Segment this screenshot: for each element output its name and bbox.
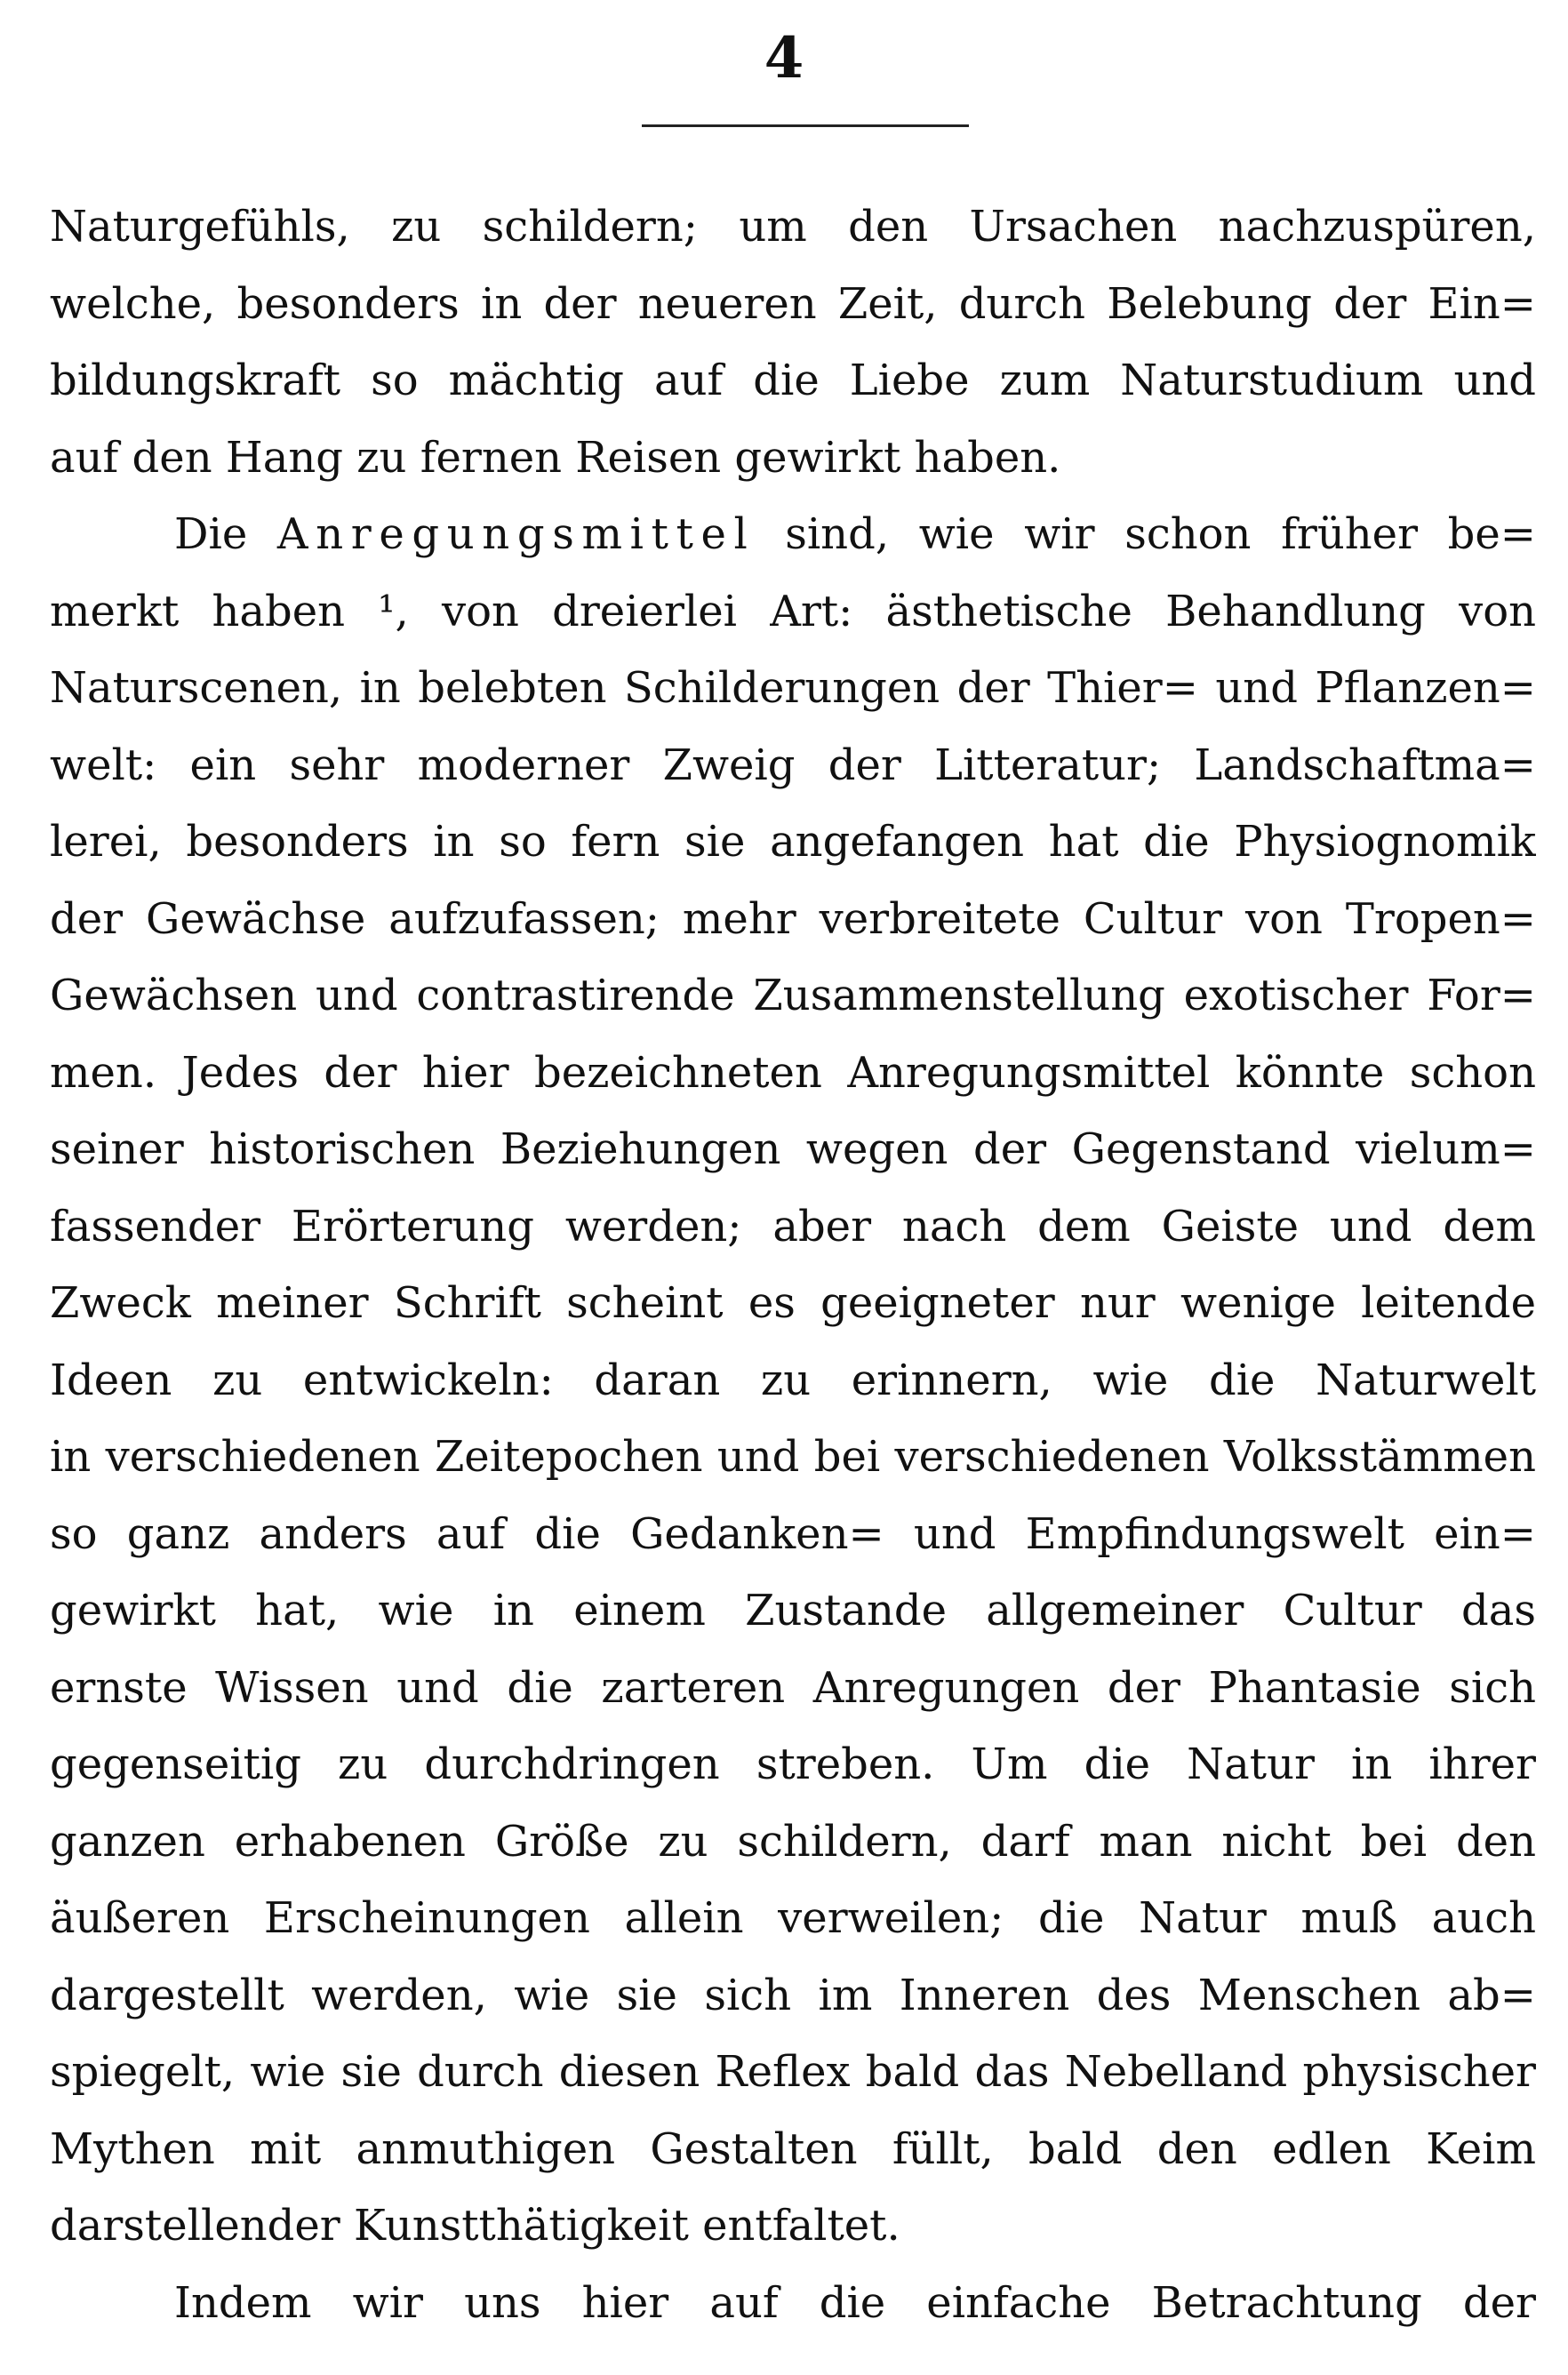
text-fragment: Die bbox=[174, 509, 277, 559]
text-line: Naturgefühls, zu schildern; um den Ursachen nachzuspüren, bbox=[50, 202, 1536, 252]
text-line: Ideen zu entwickeln: daran zu erinnern, wie die Naturwelt bbox=[50, 1355, 1536, 1405]
text-line: gegenseitig zu durchdringen streben. Um die Natur in ihrer bbox=[50, 1739, 1536, 1789]
text-line: welche, besonders in der neueren Zeit, durch Belebung der Ein= bbox=[50, 278, 1536, 329]
text-line: spiegelt, wie sie durch diesen Reflex bald das Nebelland physischer bbox=[50, 2047, 1536, 2097]
text-line: men. Jedes der hier bezeichneten Anregungsmittel könnte schon bbox=[50, 1047, 1536, 1098]
text-line: Indem wir uns hier auf die einfache Betrachtung der bbox=[174, 2277, 1536, 2328]
text-line: welt: ein sehr moderner Zweig der Litteratur; Landschaftma= bbox=[50, 740, 1536, 790]
text-line: äußeren Erscheinungen allein verweilen; die Natur muß auch bbox=[50, 1893, 1536, 1943]
text-line: ganzen erhabenen Größe zu schildern, darf man nicht bei den bbox=[50, 1816, 1536, 1867]
text-line: Mythen mit anmuthigen Gestalten füllt, bald den edlen Keim bbox=[50, 2123, 1536, 2174]
text-line: ernste Wissen und die zarteren Anregungen der Phantasie sich bbox=[50, 1662, 1536, 1713]
text-line: seiner historischen Beziehungen wegen der Gegenstand vielum= bbox=[50, 1124, 1536, 1174]
text-line: Zweck meiner Schrift scheint es geeigneter nur wenige leitende bbox=[50, 1278, 1536, 1328]
text-line: in verschiedenen Zeitepochen und bei verschiedenen Volksstämmen bbox=[50, 1432, 1536, 1482]
text-line: bildungskraft so mächtig auf die Liebe zum Naturstudium und bbox=[50, 356, 1536, 405]
header-rule bbox=[642, 124, 969, 127]
text-line: der Gewächse aufzufassen; mehr verbreitete Cultur von Tropen= bbox=[50, 893, 1536, 944]
text-line: Naturscenen, in belebten Schilderungen der Thier= und Pflanzen= bbox=[50, 663, 1536, 713]
text-fragment: sind, wie wir schon früher be= bbox=[755, 509, 1536, 559]
text-line: auf den Hang zu fernen Reisen gewirkt haben. bbox=[50, 432, 1061, 483]
emphasized-term: Anregungsmittel bbox=[276, 509, 756, 559]
text-line: merkt haben ¹, von dreierlei Art: ästhetische Behandlung von bbox=[50, 586, 1536, 636]
body-text bbox=[50, 188, 1536, 2341]
text-line: dargestellt werden, wie sie sich im Inneren des Menschen ab= bbox=[50, 1970, 1536, 2020]
text-line: darstellender Kunstthätigkeit entfaltet. bbox=[50, 2201, 900, 2251]
text-line: lerei, besonders in so fern sie angefangen hat die Physiognomik bbox=[50, 817, 1536, 867]
text-line: so ganz anders auf die Gedanken= und Empfindungswelt ein= bbox=[50, 1508, 1536, 1559]
text-line: Gewächsen und contrastirende Zusammenstellung exotischer For= bbox=[50, 971, 1536, 1020]
text-line bbox=[50, 496, 1536, 573]
text-line: gewirkt hat, wie in einem Zustande allgemeiner Cultur das bbox=[50, 1586, 1536, 1635]
page-number: 4 bbox=[764, 25, 804, 92]
text-line: fassender Erörterung werden; aber nach dem Geiste und dem bbox=[50, 1201, 1536, 1251]
